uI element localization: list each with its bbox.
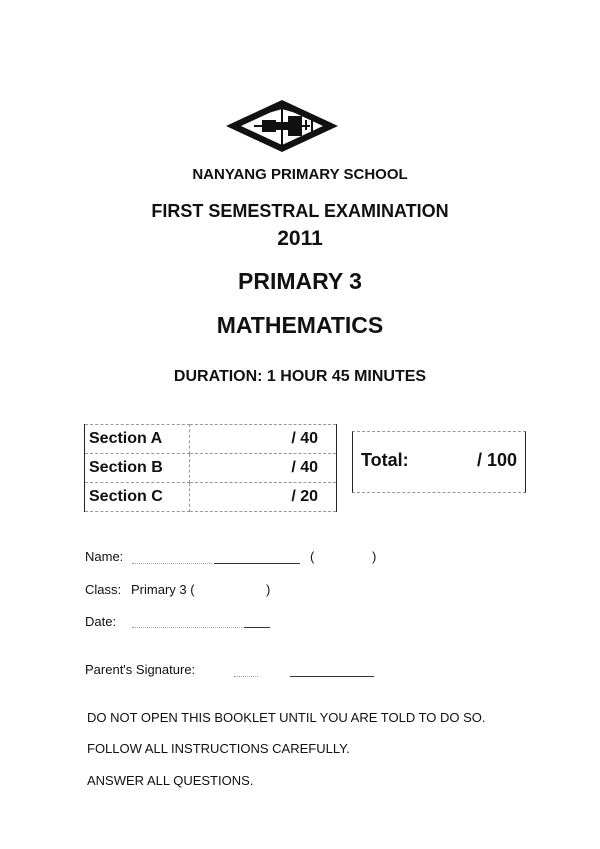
name-index-close: ) <box>372 549 377 564</box>
section-mark: / 20 <box>190 483 337 512</box>
section-row <box>85 483 337 512</box>
exam-year: 2011 <box>277 227 323 250</box>
section-mark: / 40 <box>190 425 337 454</box>
section-scores-table <box>84 424 337 512</box>
school-crest-logo <box>224 98 340 154</box>
total-score-box <box>352 431 526 493</box>
name-dotted-line <box>132 563 212 564</box>
signature-label: Parent's Signature: <box>85 662 196 677</box>
subject-title: MATHEMATICS <box>216 312 384 338</box>
total-label: Total: <box>361 450 409 470</box>
section-label: Section C <box>85 483 190 512</box>
school-name: NANYANG PRIMARY SCHOOL <box>192 166 408 183</box>
name-input-line[interactable] <box>214 563 300 564</box>
section-row <box>85 425 337 454</box>
instruction-line: FOLLOW ALL INSTRUCTIONS CAREFULLY. <box>87 741 350 756</box>
date-dotted-line <box>132 627 242 628</box>
signature-input-line[interactable] <box>290 676 374 677</box>
date-label: Date: <box>85 614 117 629</box>
date-input-line[interactable] <box>244 627 270 628</box>
section-label: Section A <box>85 425 190 454</box>
class-value: Primary 3 ( <box>131 582 195 597</box>
section-mark: / 40 <box>190 454 337 483</box>
exam-title: FIRST SEMESTRAL EXAMINATION <box>151 201 449 221</box>
section-label: Section B <box>85 454 190 483</box>
name-index-open: ( <box>310 549 315 564</box>
instruction-line: ANSWER ALL QUESTIONS. <box>87 773 254 788</box>
class-paren-close: ) <box>266 582 271 597</box>
total-value: / 100 <box>476 450 517 470</box>
class-label: Class: <box>85 582 122 597</box>
signature-dotted-line <box>234 676 258 677</box>
instruction-line: DO NOT OPEN THIS BOOKLET UNTIL YOU ARE TOLD TO DO SO. <box>87 710 486 725</box>
duration-text: DURATION: 1 HOUR 45 MINUTES <box>173 368 427 385</box>
section-row <box>85 454 337 483</box>
name-label: Name: <box>85 549 124 564</box>
primary-level: PRIMARY 3 <box>238 268 362 294</box>
